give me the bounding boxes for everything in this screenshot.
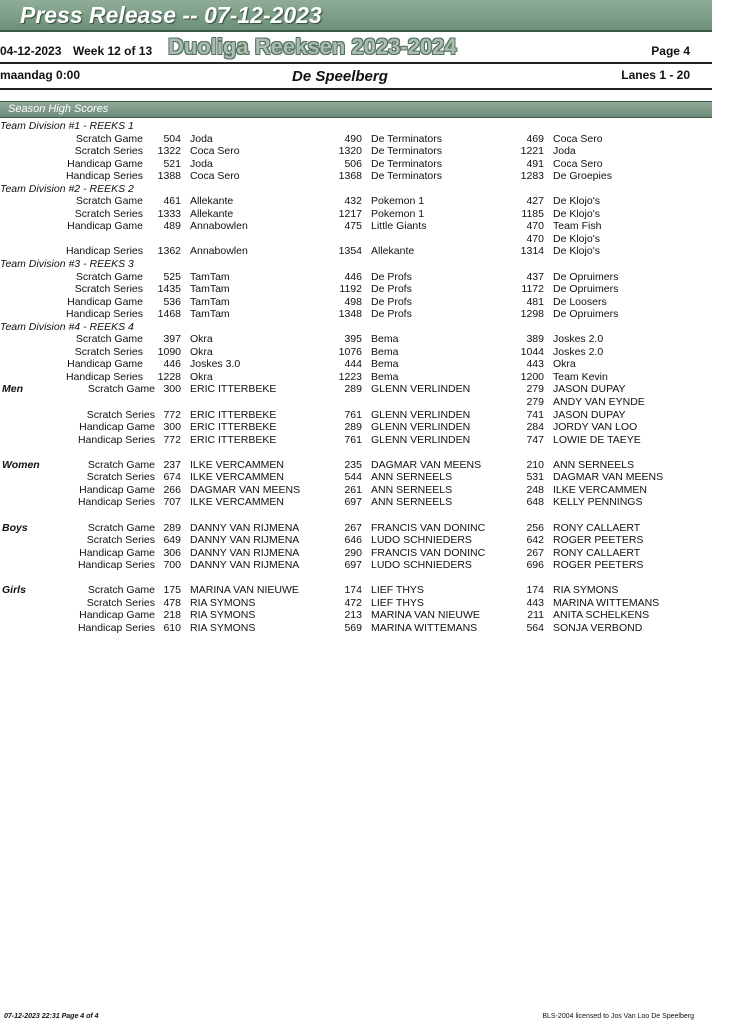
category-label: Scratch Game xyxy=(87,521,155,534)
score-3: 648 xyxy=(526,496,544,509)
score-1: 772 xyxy=(163,408,181,421)
name-2: De Terminators xyxy=(371,170,442,183)
name-2: De Profs xyxy=(371,308,412,321)
name-3: Coca Sero xyxy=(553,132,603,145)
category-label: Handicap Game xyxy=(67,295,143,308)
name-3: De Opruimers xyxy=(553,283,619,296)
name-1: ERIC ITTERBEKE xyxy=(190,383,277,396)
name-1: DANNY VAN RIJMENA xyxy=(190,559,300,572)
score-2: 395 xyxy=(344,333,362,346)
table-row xyxy=(0,484,712,497)
category-label: Handicap Series xyxy=(77,621,155,634)
category-label: Scratch Game xyxy=(87,584,155,597)
category-label: Handicap Game xyxy=(67,358,143,371)
name-1: DANNY VAN RIJMENA xyxy=(190,534,300,547)
score-3: 696 xyxy=(526,559,544,572)
name-1: RIA SYMONS xyxy=(190,596,256,609)
name-2: LUDO SCHNIEDERS xyxy=(371,559,472,572)
name-1: Okra xyxy=(190,333,213,346)
category-label: Handicap Game xyxy=(79,483,155,496)
name-2: Pokemon 1 xyxy=(371,195,425,208)
group-title: Women xyxy=(2,458,40,471)
name-1: Joskes 3.0 xyxy=(190,358,241,371)
table-row xyxy=(0,396,712,409)
group-spacer xyxy=(0,446,712,459)
score-2: 761 xyxy=(344,408,362,421)
category-label: Handicap Game xyxy=(79,609,155,622)
category-label: Scratch Series xyxy=(86,534,155,547)
name-1: RIA SYMONS xyxy=(190,609,256,622)
score-3: 256 xyxy=(526,521,544,534)
name-2: GLENN VERLINDEN xyxy=(371,433,471,446)
table-row xyxy=(0,308,712,321)
name-3: ROGER PEETERS xyxy=(553,534,644,547)
name-2: De Profs xyxy=(371,270,412,283)
table-row xyxy=(0,333,712,346)
name-2: Allekante xyxy=(371,245,415,258)
table-row xyxy=(0,622,712,635)
category-label: Handicap Series xyxy=(65,170,143,183)
name-2: MARINA VAN NIEUWE xyxy=(371,609,480,622)
category-label: Handicap Game xyxy=(79,546,155,559)
name-3: ANN SERNEELS xyxy=(553,458,635,471)
name-3: De Groepies xyxy=(553,170,612,183)
name-1: DANNY VAN RIJMENA xyxy=(190,521,300,534)
score-2: 544 xyxy=(344,471,362,484)
score-1: 504 xyxy=(163,132,181,145)
table-row xyxy=(0,547,712,560)
group-title: Boys xyxy=(2,521,28,534)
name-2: DAGMAR VAN MEENS xyxy=(371,458,482,471)
league-name: Duoliga Reeksen 2023-2024 xyxy=(168,34,457,59)
name-1: ERIC ITTERBEKE xyxy=(190,408,277,421)
name-3: Joskes 2.0 xyxy=(553,333,604,346)
score-3: 248 xyxy=(526,483,544,496)
category-label: Handicap Game xyxy=(67,157,143,170)
report-date: 04-12-2023 xyxy=(0,44,62,58)
name-3: Team Fish xyxy=(553,220,602,233)
score-3: 470 xyxy=(526,232,544,245)
score-1: 237 xyxy=(163,458,181,471)
score-1: 1468 xyxy=(157,308,181,321)
table-row xyxy=(0,195,712,208)
score-3: 437 xyxy=(526,270,544,283)
name-1: RIA SYMONS xyxy=(190,621,256,634)
page-number: Page 4 xyxy=(651,44,690,58)
name-1: ERIC ITTERBEKE xyxy=(190,433,277,446)
name-1: Coca Sero xyxy=(190,145,240,158)
footer-print-info: 07-12-2023 22:31 Page 4 of 4 xyxy=(4,1013,99,1020)
section-title: Season High Scores xyxy=(8,103,109,115)
table-row xyxy=(0,459,712,472)
name-3: Team Kevin xyxy=(553,370,608,383)
name-1: TamTam xyxy=(190,308,230,321)
category-label: Handicap Series xyxy=(77,559,155,572)
name-3: RIA SYMONS xyxy=(553,584,619,597)
category-label: Scratch Series xyxy=(74,207,143,220)
table-row xyxy=(0,434,712,447)
name-2: GLENN VERLINDEN xyxy=(371,408,471,421)
score-1: 649 xyxy=(163,534,181,547)
score-2: 290 xyxy=(344,546,362,559)
name-1: Annabowlen xyxy=(190,245,248,258)
score-3: 469 xyxy=(526,132,544,145)
table-row xyxy=(0,421,712,434)
name-1: TamTam xyxy=(190,295,230,308)
table-row xyxy=(0,133,712,146)
table-row xyxy=(0,296,712,309)
category-label: Scratch Game xyxy=(75,333,143,346)
score-1: 266 xyxy=(163,483,181,496)
score-3: 1044 xyxy=(520,345,544,358)
table-row xyxy=(0,522,712,535)
score-1: 478 xyxy=(163,596,181,609)
team-division-heading xyxy=(0,183,712,196)
table-row xyxy=(0,409,712,422)
name-2: De Profs xyxy=(371,295,412,308)
score-1: 1322 xyxy=(157,145,181,158)
score-2: 761 xyxy=(344,433,362,446)
score-3: 1283 xyxy=(520,170,544,183)
name-2: LUDO SCHNIEDERS xyxy=(371,534,472,547)
name-2: GLENN VERLINDEN xyxy=(371,383,471,396)
name-2: MARINA WITTEMANS xyxy=(371,621,478,634)
score-3: 443 xyxy=(526,358,544,371)
name-3: SONJA VERBOND xyxy=(553,621,643,634)
score-1: 446 xyxy=(163,358,181,371)
category-label: Scratch Game xyxy=(75,270,143,283)
score-1: 1388 xyxy=(157,170,181,183)
score-3: 279 xyxy=(526,396,544,409)
score-1: 536 xyxy=(163,295,181,308)
score-1: 300 xyxy=(163,421,181,434)
score-2: 490 xyxy=(344,132,362,145)
score-2: 506 xyxy=(344,157,362,170)
score-1: 1333 xyxy=(157,207,181,220)
name-2: Bema xyxy=(371,358,399,371)
score-3: 284 xyxy=(526,421,544,434)
name-2: ANN SERNEELS xyxy=(371,483,453,496)
score-2: 1217 xyxy=(338,207,362,220)
score-3: 481 xyxy=(526,295,544,308)
score-1: 461 xyxy=(163,195,181,208)
score-2: 289 xyxy=(344,421,362,434)
table-row xyxy=(0,534,712,547)
subheader-divider xyxy=(0,88,712,90)
score-3: 1221 xyxy=(520,145,544,158)
score-2: 267 xyxy=(344,521,362,534)
score-3: 267 xyxy=(526,546,544,559)
name-1: Joda xyxy=(190,132,213,145)
score-2: 697 xyxy=(344,559,362,572)
name-1: ILKE VERCAMMEN xyxy=(190,496,284,509)
category-label: Scratch Series xyxy=(86,471,155,484)
score-2: 1320 xyxy=(338,145,362,158)
name-1: Okra xyxy=(190,370,213,383)
banner-title: Press Release -- 07-12-2023 xyxy=(20,2,322,28)
name-2: FRANCIS VAN DONINC xyxy=(371,521,486,534)
name-3: ROGER PEETERS xyxy=(553,559,644,572)
division-title: Team Division #2 - REEKS 2 xyxy=(0,182,134,195)
name-1: TamTam xyxy=(190,270,230,283)
category-label: Handicap Series xyxy=(65,308,143,321)
name-3: MARINA WITTEMANS xyxy=(553,596,660,609)
name-1: Allekante xyxy=(190,195,234,208)
name-3: JASON DUPAY xyxy=(553,408,626,421)
name-3: RONY CALLAERT xyxy=(553,546,641,559)
score-1: 289 xyxy=(163,521,181,534)
category-label: Scratch Game xyxy=(75,195,143,208)
group-title: Girls xyxy=(2,584,26,597)
name-1: Okra xyxy=(190,345,213,358)
name-1: ERIC ITTERBEKE xyxy=(190,421,277,434)
category-label: Handicap Series xyxy=(77,433,155,446)
score-3: 531 xyxy=(526,471,544,484)
category-label: Scratch Game xyxy=(75,132,143,145)
name-3: LOWIE DE TAEYE xyxy=(553,433,641,446)
team-division-heading xyxy=(0,321,712,334)
table-row xyxy=(0,346,712,359)
score-3: 1298 xyxy=(520,308,544,321)
name-2: LIEF THYS xyxy=(371,596,424,609)
name-3: De Opruimers xyxy=(553,270,619,283)
table-row xyxy=(0,208,712,221)
table-row xyxy=(0,597,712,610)
score-1: 1435 xyxy=(157,283,181,296)
team-division-heading xyxy=(0,120,712,133)
category-label: Handicap Game xyxy=(79,421,155,434)
score-3: 747 xyxy=(526,433,544,446)
table-row xyxy=(0,220,712,233)
score-2: 1354 xyxy=(338,245,362,258)
score-3: 389 xyxy=(526,333,544,346)
name-1: ILKE VERCAMMEN xyxy=(190,458,284,471)
group-spacer xyxy=(0,509,712,522)
name-2: FRANCIS VAN DONINC xyxy=(371,546,486,559)
score-2: 261 xyxy=(344,483,362,496)
category-label: Scratch Series xyxy=(74,145,143,158)
score-1: 1362 xyxy=(157,245,181,258)
score-2: 1368 xyxy=(338,170,362,183)
name-2: De Terminators xyxy=(371,145,442,158)
score-2: 235 xyxy=(344,458,362,471)
score-3: 443 xyxy=(526,596,544,609)
score-3: 1172 xyxy=(521,283,544,296)
name-3: Coca Sero xyxy=(553,157,603,170)
name-3: RONY CALLAERT xyxy=(553,521,641,534)
table-row xyxy=(0,584,712,597)
category-label: Handicap Series xyxy=(65,245,143,258)
score-1: 521 xyxy=(163,157,181,170)
score-3: 1314 xyxy=(520,245,544,258)
score-3: 279 xyxy=(526,383,544,396)
high-scores-table xyxy=(0,120,712,634)
score-2: 1076 xyxy=(338,345,362,358)
name-3: KELLY PENNINGS xyxy=(553,496,643,509)
score-1: 707 xyxy=(163,496,181,509)
category-label: Scratch Game xyxy=(87,458,155,471)
score-3: 642 xyxy=(526,534,544,547)
score-1: 525 xyxy=(163,270,181,283)
score-2: 569 xyxy=(344,621,362,634)
group-title: Men xyxy=(2,383,23,396)
name-3: JORDY VAN LOO xyxy=(553,421,638,434)
category-label: Scratch Series xyxy=(74,345,143,358)
name-3: De Klojo's xyxy=(553,195,600,208)
score-2: 472 xyxy=(344,596,362,609)
name-1: DAGMAR VAN MEENS xyxy=(190,483,301,496)
name-2: GLENN VERLINDEN xyxy=(371,421,471,434)
header-divider xyxy=(0,62,712,64)
name-3: Joskes 2.0 xyxy=(553,345,604,358)
table-row xyxy=(0,383,712,396)
score-1: 489 xyxy=(163,220,181,233)
score-3: 470 xyxy=(526,220,544,233)
name-3: JASON DUPAY xyxy=(553,383,626,396)
score-2: 1223 xyxy=(338,370,362,383)
day-time: maandag 0:00 xyxy=(0,68,81,82)
name-2: LIEF THYS xyxy=(371,584,424,597)
category-label: Scratch Game xyxy=(87,383,155,396)
name-1: ILKE VERCAMMEN xyxy=(190,471,284,484)
score-1: 1090 xyxy=(157,345,181,358)
table-row xyxy=(0,145,712,158)
name-3: De Opruimers xyxy=(553,308,619,321)
score-2: 174 xyxy=(344,584,362,597)
score-3: 741 xyxy=(526,408,544,421)
score-2: 444 xyxy=(344,358,362,371)
week-indicator: Week 12 of 13 xyxy=(73,44,153,58)
score-2: 432 xyxy=(344,195,362,208)
section-header-bar xyxy=(0,101,712,118)
score-2: 697 xyxy=(344,496,362,509)
score-3: 1200 xyxy=(520,370,544,383)
category-label: Handicap Series xyxy=(77,496,155,509)
name-3: Joda xyxy=(553,145,576,158)
name-2: Bema xyxy=(371,345,399,358)
division-title: Team Division #1 - REEKS 1 xyxy=(0,120,134,132)
score-3: 210 xyxy=(526,458,544,471)
score-3: 427 xyxy=(526,195,544,208)
lanes-range: Lanes 1 - 20 xyxy=(621,68,690,82)
division-title: Team Division #3 - REEKS 3 xyxy=(0,258,134,271)
press-release-banner xyxy=(0,0,712,32)
name-2: De Terminators xyxy=(371,157,442,170)
score-1: 700 xyxy=(163,559,181,572)
table-row xyxy=(0,271,712,284)
name-3: ILKE VERCAMMEN xyxy=(553,483,647,496)
table-row xyxy=(0,609,712,622)
name-3: ANITA SCHELKENS xyxy=(553,609,650,622)
category-label: Scratch Series xyxy=(74,283,143,296)
table-row xyxy=(0,358,712,371)
score-1: 175 xyxy=(163,584,181,597)
name-2: Bema xyxy=(371,333,399,346)
table-row xyxy=(0,233,712,246)
score-1: 674 xyxy=(163,471,181,484)
score-3: 564 xyxy=(526,621,544,634)
score-1: 306 xyxy=(163,546,181,559)
score-2: 213 xyxy=(344,609,362,622)
name-2: De Terminators xyxy=(371,132,442,145)
score-3: 1185 xyxy=(521,207,544,220)
table-row xyxy=(0,245,712,258)
name-1: Allekante xyxy=(190,207,234,220)
category-label: Scratch Series xyxy=(86,596,155,609)
score-1: 300 xyxy=(163,383,181,396)
table-row xyxy=(0,371,712,384)
score-1: 610 xyxy=(163,621,181,634)
score-1: 772 xyxy=(163,433,181,446)
name-3: De Klojo's xyxy=(553,207,600,220)
table-row xyxy=(0,158,712,171)
name-3: De Klojo's xyxy=(553,245,600,258)
score-3: 211 xyxy=(527,609,544,622)
table-row xyxy=(0,496,712,509)
name-1: Coca Sero xyxy=(190,170,240,183)
category-label: Handicap Series xyxy=(65,370,143,383)
table-row xyxy=(0,559,712,572)
name-3: Okra xyxy=(553,358,576,371)
name-2: Little Giants xyxy=(371,220,427,233)
bowling-centre-name: De Speelberg xyxy=(292,68,388,85)
name-2: Pokemon 1 xyxy=(371,207,425,220)
group-spacer xyxy=(0,572,712,585)
score-3: 491 xyxy=(526,157,544,170)
name-3: ANDY VAN EYNDE xyxy=(553,396,645,409)
score-2: 446 xyxy=(344,270,362,283)
score-2: 289 xyxy=(344,383,362,396)
team-division-heading xyxy=(0,258,712,271)
name-3: De Loosers xyxy=(553,295,607,308)
name-1: Annabowlen xyxy=(190,220,248,233)
category-label: Handicap Game xyxy=(67,220,143,233)
name-3: De Klojo's xyxy=(553,232,600,245)
category-label: Scratch Series xyxy=(86,408,155,421)
name-1: TamTam xyxy=(190,283,230,296)
score-2: 1192 xyxy=(339,283,362,296)
score-2: 1348 xyxy=(338,308,362,321)
name-1: DANNY VAN RIJMENA xyxy=(190,546,300,559)
score-1: 1228 xyxy=(157,370,181,383)
name-2: De Profs xyxy=(371,283,412,296)
footer-license: BLS-2004 licensed to Jos Van Loo De Speelberg xyxy=(542,1013,694,1020)
table-row xyxy=(0,471,712,484)
table-row xyxy=(0,170,712,183)
name-2: ANN SERNEELS xyxy=(371,496,453,509)
name-3: DAGMAR VAN MEENS xyxy=(553,471,664,484)
table-row xyxy=(0,283,712,296)
score-1: 218 xyxy=(163,609,181,622)
score-2: 498 xyxy=(344,295,362,308)
score-3: 174 xyxy=(526,584,544,597)
name-1: Joda xyxy=(190,157,213,170)
score-2: 646 xyxy=(344,534,362,547)
name-2: Bema xyxy=(371,370,399,383)
score-1: 397 xyxy=(163,333,181,346)
name-2: ANN SERNEELS xyxy=(371,471,453,484)
score-2: 475 xyxy=(344,220,362,233)
name-1: MARINA VAN NIEUWE xyxy=(190,584,299,597)
division-title: Team Division #4 - REEKS 4 xyxy=(0,320,134,333)
